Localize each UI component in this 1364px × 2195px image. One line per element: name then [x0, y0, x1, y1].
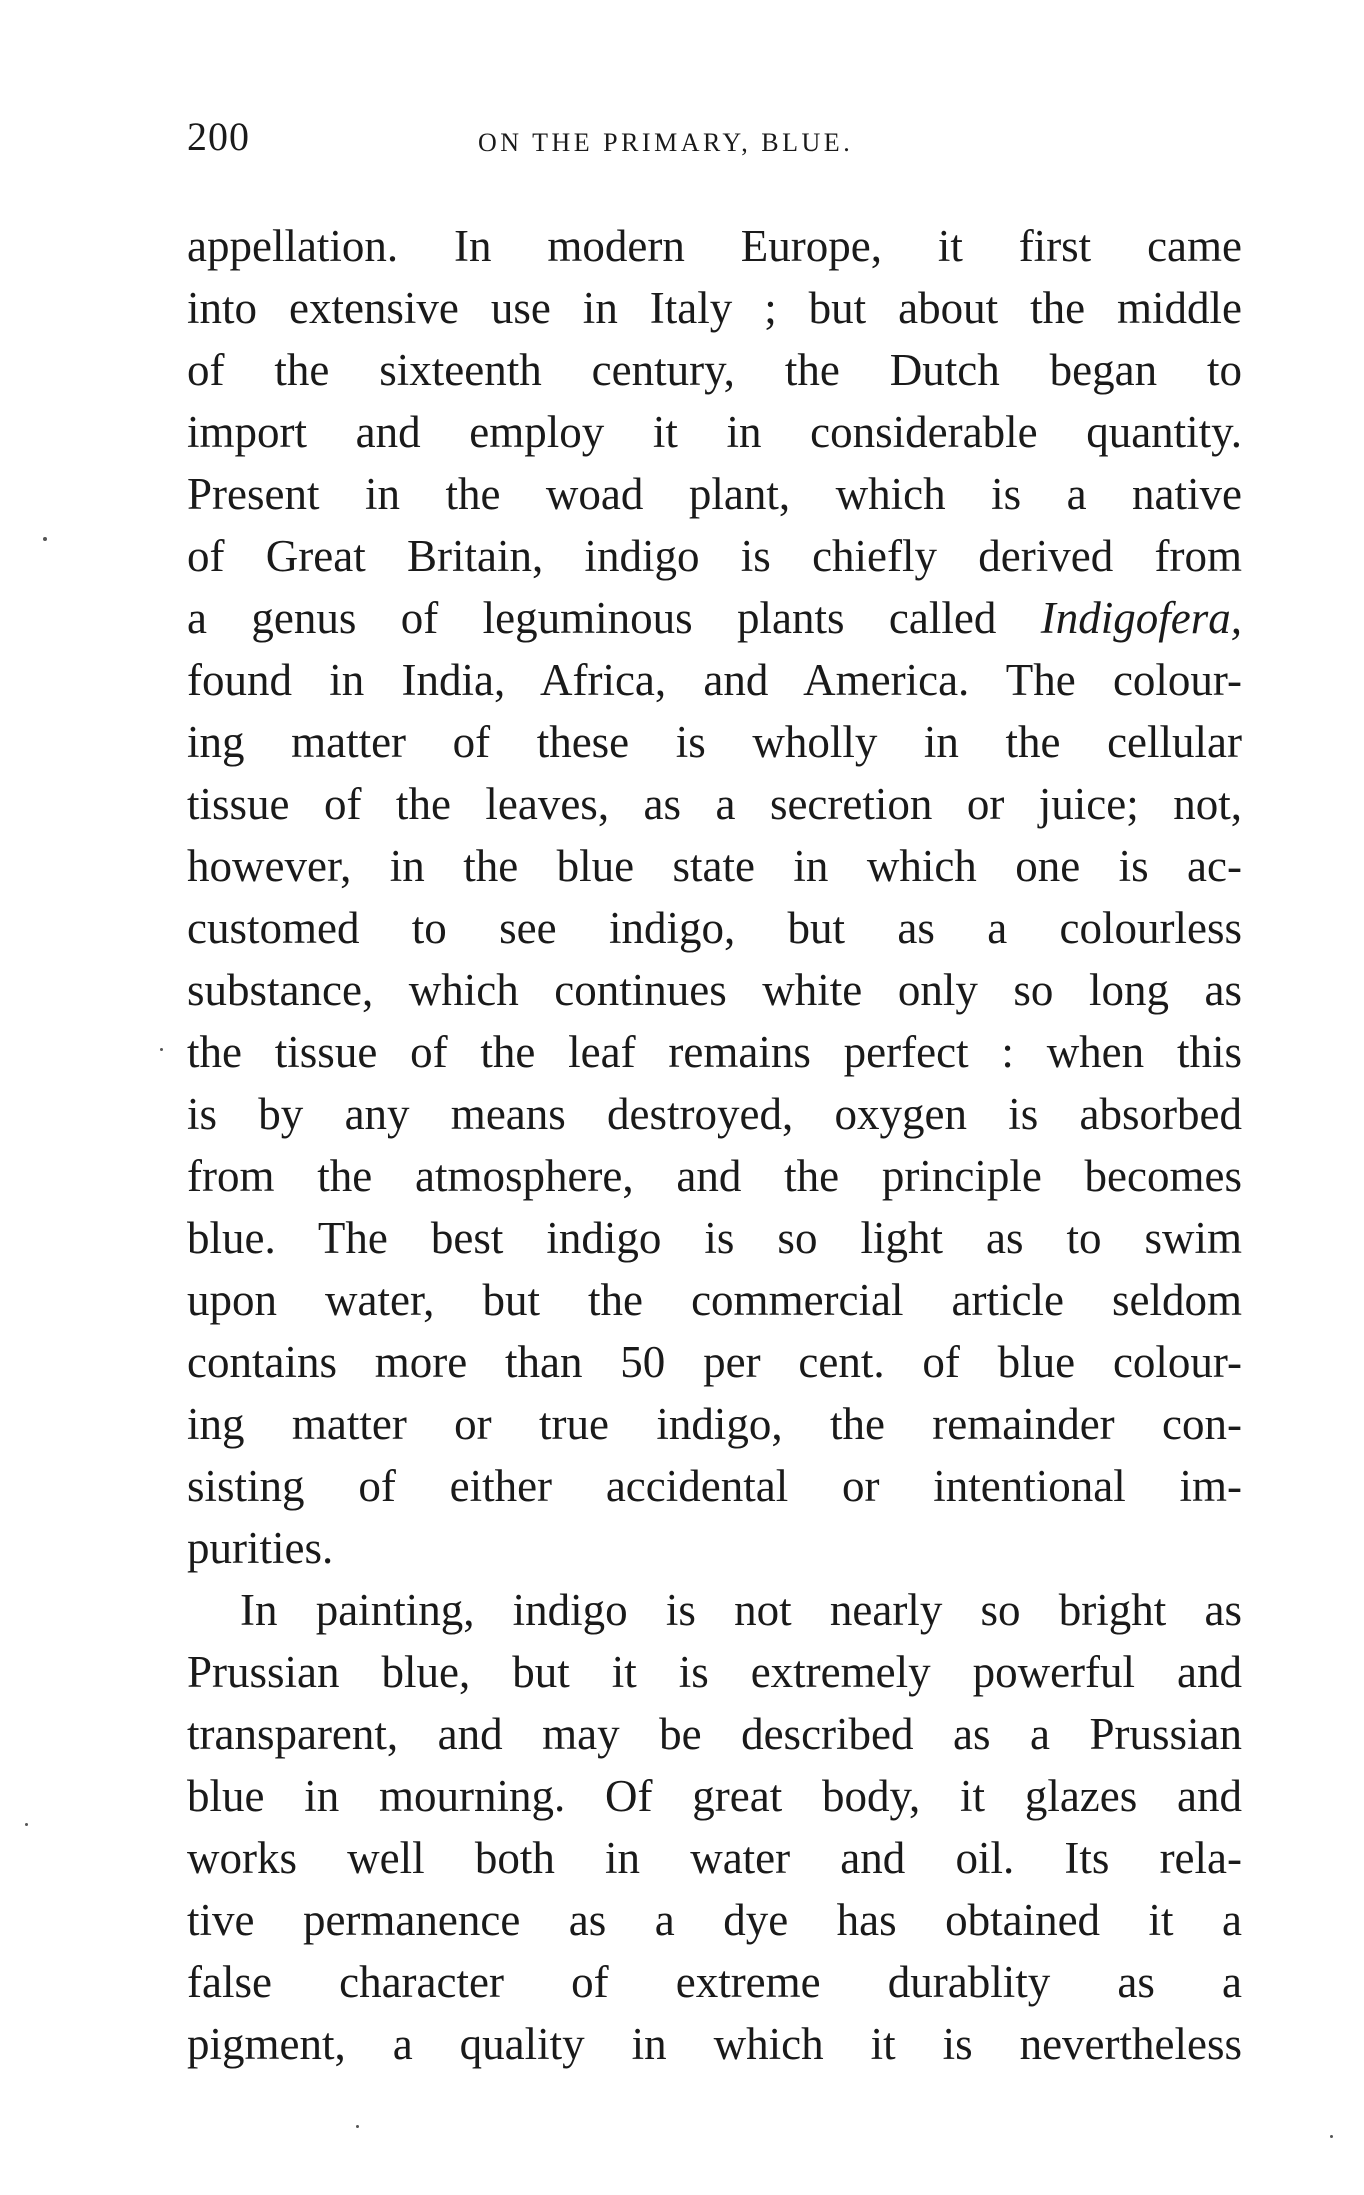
text-line: is by any means destroyed, oxygen is absorbed — [187, 1089, 1242, 1139]
text-line: false character of extreme durablity as a — [187, 1957, 1242, 2007]
running-title: ON THE PRIMARY, BLUE. — [478, 128, 854, 157]
text-line: the tissue of the leaf remains perfect : when this — [187, 1027, 1242, 1077]
text-line: blue. The best indigo is so light as to swim — [187, 1213, 1242, 1263]
paragraph-2 — [187, 1579, 1242, 2075]
text-line: substance, which continues white only so long as — [187, 965, 1242, 1015]
text-line: blue in mourning. Of great body, it glazes and — [187, 1771, 1242, 1821]
body-text — [187, 215, 1242, 2075]
text-line: of the sixteenth century, the Dutch began to — [187, 345, 1242, 395]
italic-term: Indigofera, — [1040, 593, 1242, 643]
text-line: transparent, and may be described as a Prussian — [187, 1709, 1242, 1759]
text-line: ing matter or true indigo, the remainder con- — [187, 1399, 1242, 1449]
page-number: 200 — [187, 114, 250, 159]
paper-speck — [356, 2125, 359, 2128]
text-line-segment: a genus of leguminous plants called — [187, 593, 997, 643]
text-line: customed to see indigo, but as a colourless — [187, 903, 1242, 953]
text-line: found in India, Africa, and America. The colour- — [187, 655, 1242, 705]
text-line: contains more than 50 per cent. of blue colour- — [187, 1337, 1242, 1387]
text-line: Present in the woad plant, which is a native — [187, 469, 1242, 519]
text-line: Prussian blue, but it is extremely powerful and — [187, 1647, 1242, 1697]
text-line: sisting of either accidental or intentional im- — [187, 1461, 1242, 1511]
text-line: import and employ it in considerable quantity. — [187, 407, 1242, 457]
text-line: upon water, but the commercial article seldom — [187, 1275, 1242, 1325]
paper-speck — [1330, 2135, 1333, 2138]
text-line: In painting, indigo is not nearly so bright as — [240, 1585, 1242, 1635]
text-line: of Great Britain, indigo is chiefly derived from — [187, 531, 1242, 581]
text-line: purities. — [187, 1523, 334, 1573]
paper-speck — [43, 537, 47, 541]
text-line: pigment, a quality in which it is nevertheless — [187, 2019, 1242, 2069]
text-line: tive permanence as a dye has obtained it a — [187, 1895, 1242, 1945]
text-line: appellation. In modern Europe, it first came — [187, 221, 1242, 271]
text-line: into extensive use in Italy ; but about the middle — [187, 283, 1242, 333]
text-line: ing matter of these is wholly in the cellular — [187, 717, 1242, 767]
text-line: works well both in water and oil. Its rela- — [187, 1833, 1242, 1883]
text-line — [187, 587, 1242, 649]
paragraph-1 — [187, 215, 1242, 1579]
text-line: from the atmosphere, and the principle becomes — [187, 1151, 1242, 1201]
text-line: however, in the blue state in which one is ac- — [187, 841, 1242, 891]
paper-speck — [25, 1823, 28, 1826]
paper-speck — [160, 1048, 163, 1051]
text-line: tissue of the leaves, as a secretion or juice; not, — [187, 779, 1242, 829]
